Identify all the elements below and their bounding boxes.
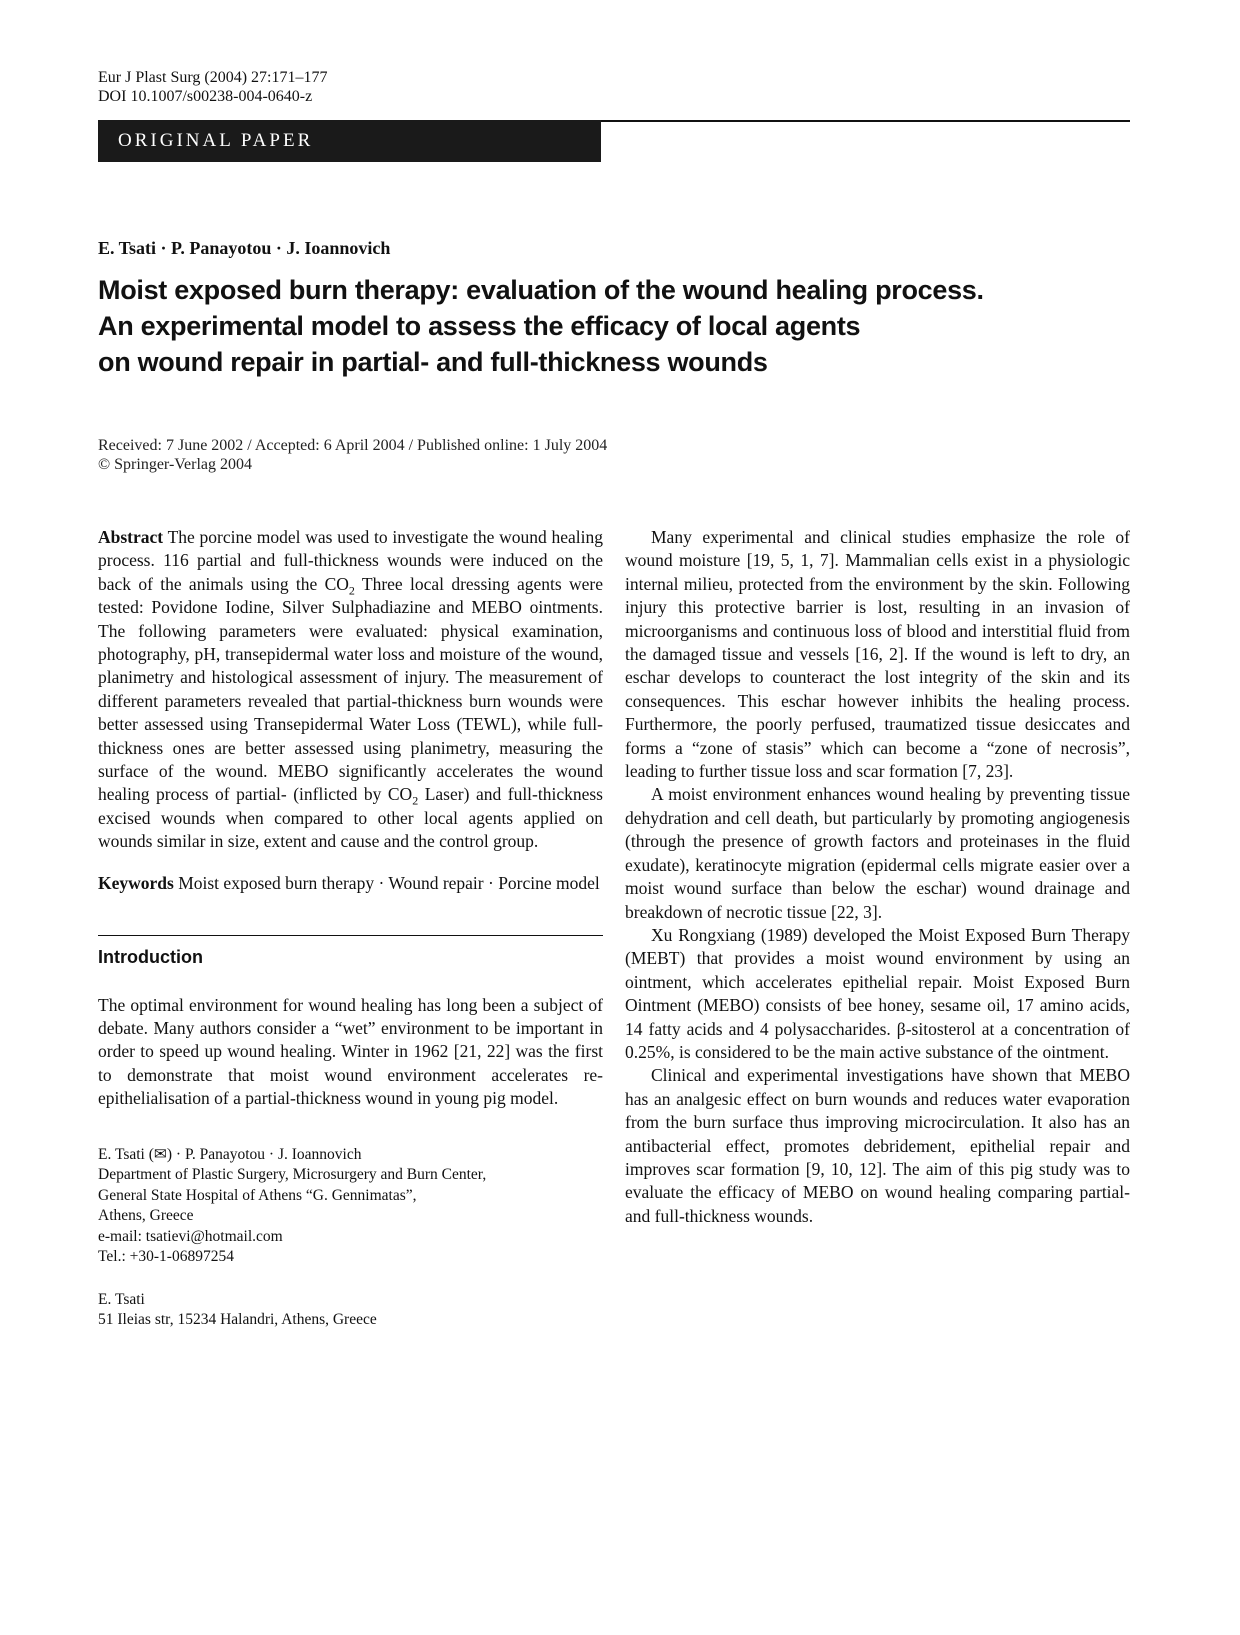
journal-line: Eur J Plast Surg (2004) 27:171–177: [98, 69, 328, 86]
abstract-label: Abstract: [98, 527, 164, 547]
abstract-subscript-1: 2: [348, 583, 355, 598]
affiliation-department: Department of Plastic Surgery, Microsurgery and Burn Center,: [98, 1166, 487, 1184]
affiliation-hospital: General State Hospital of Athens “G. Gennimatas”,: [98, 1186, 417, 1204]
introduction-heading: Introduction: [98, 947, 203, 968]
paper-title: [98, 272, 1138, 380]
body-paragraph-4: Clinical and experimental investigations have shown that MEBO has an analgesic effect on burn wounds and reduces water evaporation from the burn surface thus improving microcirculation. It also has an antibacterial effect, promotes debridement, epithelial repair and improves scar formation [9, 10, 12]. The aim of this pig study was to evaluate the efficacy of MEBO on wound healing comparing partial- and full-thickness wounds.: [625, 1065, 1130, 1226]
abstract-text-3: Laser) and full-thickness excised wounds when compared to other local agents applied on wounds similar in size, extent and cause and the control group.: [98, 784, 603, 852]
correspondence-authors: E. Tsati (✉) · P. Panayotou · J. Ioannovich: [98, 1145, 362, 1163]
correspondence-email: e-mail: tsatievi@hotmail.com: [98, 1227, 283, 1245]
title-line-1: Moist exposed burn therapy: evaluation of the wound healing process.: [98, 275, 984, 305]
abstract-subscript-2: 2: [412, 793, 419, 808]
abstract-text-2: Three local dressing agents were tested: Povidone Iodine, Silver Sulphadiazine and MEBO ointments. The following parameters were evaluated: physical examination, photography, pH, transepidermal water loss and moisture of the wound, planimetry and histological assessment of injury. The measurement of different parameters revealed that partial-thickness burn wounds were better assessed using Transepidermal Water Loss (TEWL), while full-thickness ones are better assessed using planimetry, measuring the surface of the wound. MEBO significantly accelerates the wound healing process of partial- (inflicted by CO: [98, 573, 603, 805]
address-name: E. Tsati: [98, 1290, 145, 1308]
dates-line: Received: 7 June 2002 / Accepted: 6 April 2004 / Published online: 1 July 2004: [98, 437, 608, 454]
keywords-label: Keywords: [98, 872, 174, 893]
body-paragraph-1: Many experimental and clinical studies emphasize the role of wound moisture [19, 5, 1, 7]. Mammalian cells exist in a physiologic internal milieu, protected from the environment by the skin. Following injury this protective barrier is lost, resulting in an invasion of microorganisms and continuous loss of blood and interstitial fluid from the damaged tissue and vessels [16, 2]. If the wound is left to dry, an eschar develops to counteract the lost integrity of the skin and its consequences. This eschar however inhibits the healing process. Furthermore, the poorly perfused, traumatized tissue desiccates and forms a “zone of stasis” which can become a “zone of necrosis”, leading to further tissue loss and scar formation [7, 23].: [625, 527, 1130, 782]
correspondence-block: [98, 1145, 603, 1331]
body-paragraph-2: A moist environment enhances wound healing by preventing tissue dehydration and cell death, but particularly by promoting angiogenesis (through the presence of growth factors and proteinases in the fluid exudate), keratinocyte migration (epidermal cells migrate easier over a moist wound surface than below the eschar) wound drainage and breakdown of necrotic tissue [22, 3].: [625, 784, 1130, 922]
right-column: [625, 526, 1130, 1228]
keywords-text: Moist exposed burn therapy · Wound repair · Porcine model: [178, 872, 600, 893]
journal-citation: [98, 68, 327, 106]
doi-line: DOI 10.1007/s00238-004-0640-z: [98, 88, 313, 105]
title-line-3: on wound repair in partial- and full-thickness wounds: [98, 347, 768, 377]
title-line-2: An experimental model to assess the efficacy of local agents: [98, 311, 861, 341]
body-paragraph-3: Xu Rongxiang (1989) developed the Moist Exposed Burn Therapy (MEBT) that provides a moist wound environment by using an ointment, which accelerates epithelial repair. Moist Exposed Burn Ointment (MEBO) consists of bee honey, sesame oil, 17 amino acids, 14 fatty acids and 4 polysaccharides. β-sitosterol at a concentration of 0.25%, is considered to be the main active substance of the ointment.: [625, 924, 1130, 1062]
article-type-banner: ORIGINAL PAPER: [98, 120, 601, 162]
author-list: E. Tsati · P. Panayotou · J. Ioannovich: [98, 238, 391, 258]
abstract: [98, 526, 603, 854]
header-rule: [601, 120, 1130, 122]
copyright-line: © Springer-Verlag 2004: [98, 456, 253, 473]
keywords: [98, 872, 603, 895]
address-line: 51 Ileias str, 15234 Halandri, Athens, Greece: [98, 1311, 377, 1329]
introduction-text: The optimal environment for wound healing has long been a subject of debate. Many authors consider a “wet” environment to be important in order to speed up wound healing. Winter in 1962 [21, 22] was the first to demonstrate that moist wound environment accelerates re-epithelialisation of a partial-thickness wound in young pig model.: [98, 994, 603, 1109]
publication-dates: [98, 436, 607, 474]
correspondence-phone: Tel.: +30-1-06897254: [98, 1248, 234, 1266]
abstract-text-1: The porcine model was used to investigate the wound healing process. 116 partial and full-thickness wounds were induced on the back of the animals using the CO: [98, 527, 603, 594]
affiliation-city: Athens, Greece: [98, 1207, 194, 1225]
left-column: [98, 526, 603, 1331]
